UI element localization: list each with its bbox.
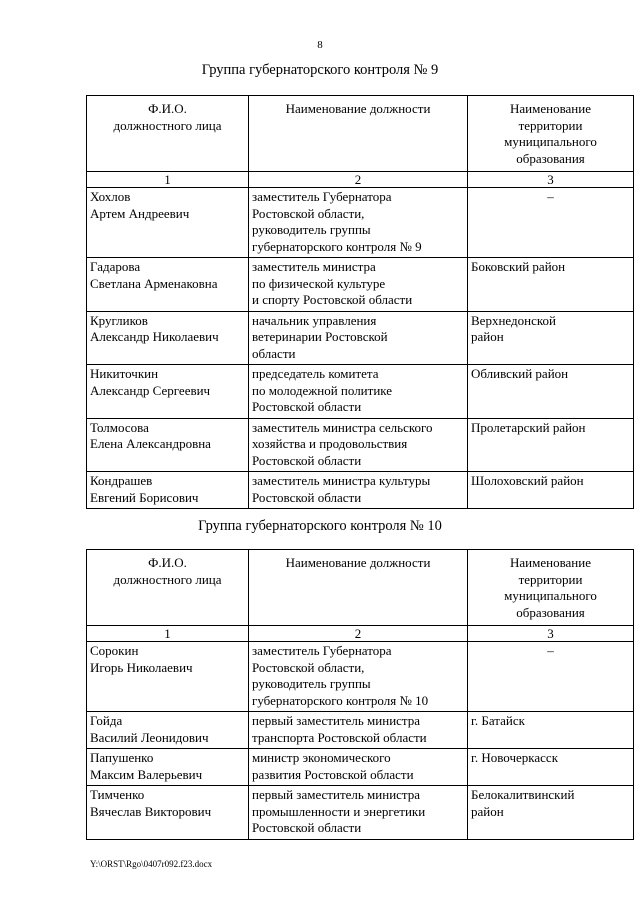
official-position: заместитель министра по физической культуре и спорту Ростовской области <box>249 258 468 312</box>
official-position: заместитель Губернатора Ростовской области, руководитель группы губернаторского контроля № 10 <box>249 642 468 712</box>
official-name: Сорокин Игорь Николаевич <box>87 642 249 712</box>
col-number: 3 <box>468 172 634 188</box>
official-position: первый заместитель министра транспорта Ростовской области <box>249 712 468 749</box>
table-row <box>87 786 634 840</box>
territory: г. Батайск <box>468 712 634 749</box>
territory: – <box>468 188 634 258</box>
header-fio: Ф.И.О. должностного лица <box>87 550 249 626</box>
table-row <box>87 642 634 712</box>
col-number: 1 <box>87 172 249 188</box>
official-name: Кругликов Александр Николаевич <box>87 311 249 365</box>
group-9-title: Группа губернаторского контроля № 9 <box>201 62 439 78</box>
official-name: Тимченко Вячеслав Викторович <box>87 786 249 840</box>
territory: Пролетарский район <box>468 418 634 472</box>
group-9-table <box>86 95 634 509</box>
col-number: 1 <box>87 626 249 642</box>
table-row <box>87 365 634 419</box>
col-number: 3 <box>468 626 634 642</box>
official-name: Гойда Василий Леонидович <box>87 712 249 749</box>
official-position: министр экономического развития Ростовской области <box>249 749 468 786</box>
header-position: Наименование должности <box>249 550 468 626</box>
table-header-row <box>87 96 634 172</box>
header-position: Наименование должности <box>249 96 468 172</box>
territory: Белокалитвинский район <box>468 786 634 840</box>
page-number: 8 <box>317 39 323 51</box>
official-name: Хохлов Артем Андреевич <box>87 188 249 258</box>
col-number: 2 <box>249 626 468 642</box>
territory: – <box>468 642 634 712</box>
official-name: Папушенко Максим Валерьевич <box>87 749 249 786</box>
table-row <box>87 311 634 365</box>
table-row <box>87 749 634 786</box>
official-position: председатель комитета по молодежной политике Ростовской области <box>249 365 468 419</box>
official-name: Гадарова Светлана Арменаковна <box>87 258 249 312</box>
header-territory: Наименование территории муниципального образования <box>468 96 634 172</box>
official-position: заместитель министра культуры Ростовской области <box>249 472 468 509</box>
official-name: Толмосова Елена Александровна <box>87 418 249 472</box>
territory: Боковский район <box>468 258 634 312</box>
territory: Обливский район <box>468 365 634 419</box>
official-position: заместитель министра сельского хозяйства и продовольствия Ростовской области <box>249 418 468 472</box>
official-name: Кондрашев Евгений Борисович <box>87 472 249 509</box>
territory: г. Новочеркасск <box>468 749 634 786</box>
table-row <box>87 188 634 258</box>
column-number-row <box>87 172 634 188</box>
official-position: начальник управления ветеринарии Ростовской области <box>249 311 468 365</box>
territory: Верхнедонской район <box>468 311 634 365</box>
table-row <box>87 258 634 312</box>
table-header-row <box>87 550 634 626</box>
table-row <box>87 472 634 509</box>
table-row <box>87 712 634 749</box>
footer-file-path: Y:\ORST\Rgo\0407r092.f23.docx <box>90 859 213 869</box>
column-number-row <box>87 626 634 642</box>
header-territory: Наименование территории муниципального образования <box>468 550 634 626</box>
official-position: первый заместитель министра промышленности и энергетики Ростовской области <box>249 786 468 840</box>
header-fio: Ф.И.О. должностного лица <box>87 96 249 172</box>
official-name: Никиточкин Александр Сергеевич <box>87 365 249 419</box>
group-10-title: Группа губернаторского контроля № 10 <box>198 518 442 534</box>
table-row <box>87 418 634 472</box>
col-number: 2 <box>249 172 468 188</box>
group-10-table <box>86 549 634 840</box>
official-position: заместитель Губернатора Ростовской области, руководитель группы губернаторского контроля № 9 <box>249 188 468 258</box>
territory: Шолоховский район <box>468 472 634 509</box>
